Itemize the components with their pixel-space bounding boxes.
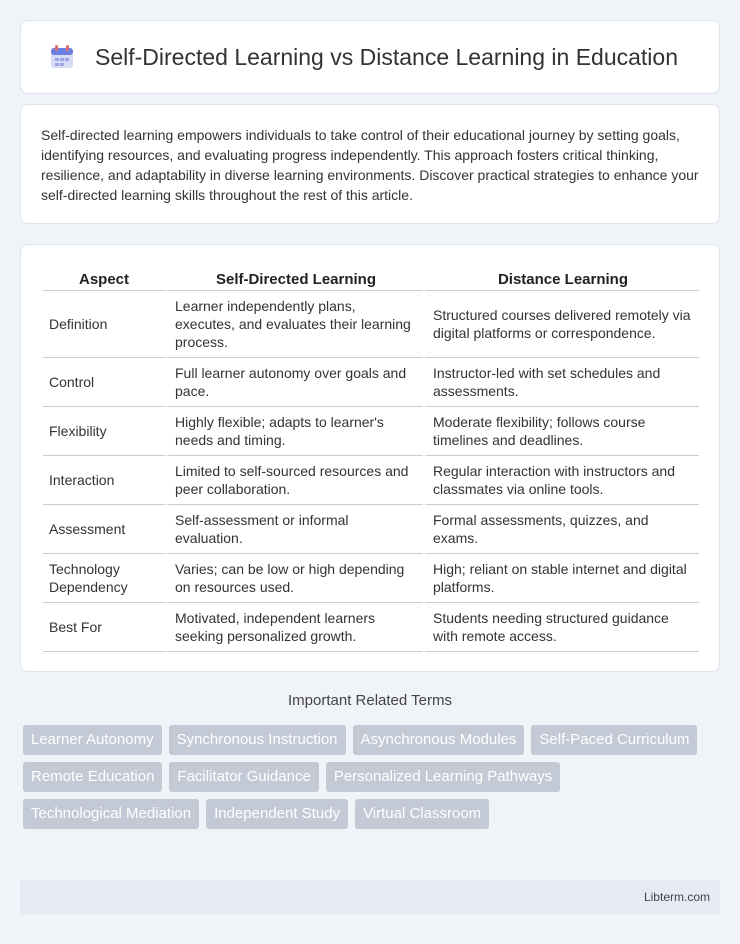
table-row [43,603,699,652]
intro-card [20,104,720,224]
table-cell-aspect: Definition [43,291,165,358]
table-cell: Instructor-led with set schedules and assessments. [423,358,699,407]
related-term-tag[interactable]: Facilitator Guidance [169,762,318,792]
table-row [43,358,699,407]
table-cell-aspect: Control [43,358,165,407]
header-card [20,20,720,94]
table-cell: Students needing structured guidance with remote access. [423,603,699,652]
table-cell: Regular interaction with instructors and classmates via online tools. [423,456,699,505]
table-cell-aspect: Flexibility [43,407,165,456]
footer-site-link[interactable]: Libterm.com [643,890,710,904]
table-cell: Full learner autonomy over goals and pace. [165,358,423,407]
column-header-distance: Distance Learning [423,265,699,291]
related-term-tag[interactable]: Learner Autonomy [23,725,162,755]
column-header-self-directed: Self-Directed Learning [165,265,423,291]
table-header-row [43,265,699,291]
related-term-tag[interactable]: Self-Paced Curriculum [531,725,697,755]
table-row [43,505,699,554]
related-term-tag[interactable]: Synchronous Instruction [169,725,346,755]
table-row [43,407,699,456]
table-cell: Varies; can be low or high depending on resources used. [165,554,423,603]
footer [20,880,720,914]
comparison-card [20,244,720,672]
table-row [43,291,699,358]
table-cell: Highly flexible; adapts to learner's needs and timing. [165,407,423,456]
table-cell-aspect: Technology Dependency [43,554,165,603]
column-header-aspect: Aspect [43,265,165,291]
related-term-tag[interactable]: Virtual Classroom [355,799,489,829]
table-row [43,456,699,505]
related-term-tag[interactable]: Asynchronous Modules [353,725,525,755]
related-terms-list [23,725,723,836]
intro-text: Self-directed learning empowers individuals to take control of their educational journey by setting goals, identifying resources, and evaluating progress independently. This approach fosters critical thinking, resilience, and adaptability in diverse learning environments. Discover practical strategies to enhance your self-directed learning skills throughout the rest of this article. [41,127,699,203]
table-cell: Self-assessment or informal evaluation. [165,505,423,554]
calendar-icon [49,44,75,70]
related-terms-title: Important Related Terms [288,692,452,709]
table-cell: High; reliant on stable internet and digital platforms. [423,554,699,603]
table-cell: Formal assessments, quizzes, and exams. [423,505,699,554]
table-cell: Motivated, independent learners seeking personalized growth. [165,603,423,652]
table-cell-aspect: Assessment [43,505,165,554]
table-cell: Structured courses delivered remotely via digital platforms or correspondence. [423,291,699,358]
table-cell-aspect: Best For [43,603,165,652]
related-term-tag[interactable]: Technological Mediation [23,799,199,829]
comparison-table [43,265,699,652]
page-title: Self-Directed Learning vs Distance Learning in Education [95,43,678,70]
table-cell-aspect: Interaction [43,456,165,505]
related-term-tag[interactable]: Personalized Learning Pathways [326,762,560,792]
table-cell: Moderate flexibility; follows course timelines and deadlines. [423,407,699,456]
related-term-tag[interactable]: Independent Study [206,799,348,829]
related-term-tag[interactable]: Remote Education [23,762,162,792]
table-cell: Learner independently plans, executes, and evaluates their learning process. [165,291,423,358]
table-cell: Limited to self-sourced resources and peer collaboration. [165,456,423,505]
table-row [43,554,699,603]
